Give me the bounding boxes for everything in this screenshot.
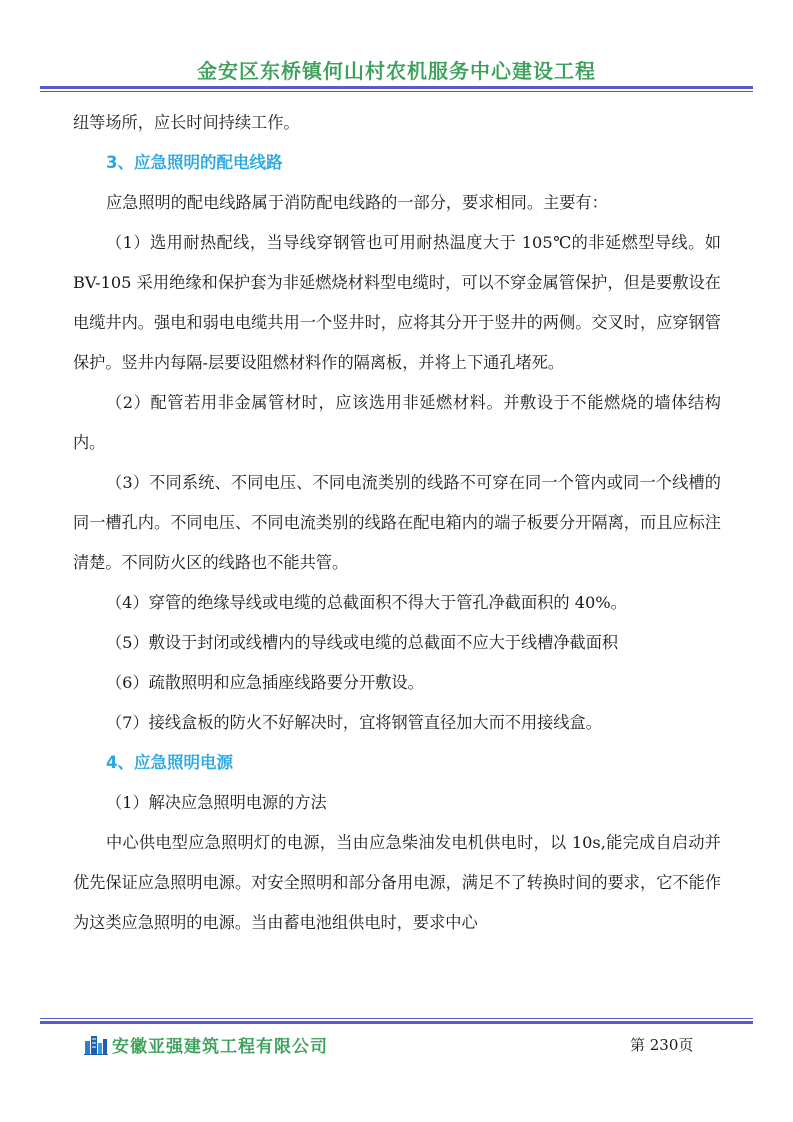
paragraph-subitem-1: （1）解决应急照明电源的方法 (106, 793, 327, 812)
page-number: 第 230页 (630, 1036, 694, 1054)
company-name: 安徽亚强建筑工程有限公司 (112, 1036, 328, 1057)
footer-rule-thin (40, 1018, 753, 1019)
footer-company (84, 1031, 328, 1057)
paragraph-power-supply: 中心供电型应急照明灯的电源，当由应急柴油发电机供电时，以 10s,能完成自启动并优先保证应急照明电源。对安全照明和部分备用电源，满足不了转换时间的要求，它不能作为这类应急照明的电源。当由蓄电池组供电时，要求中心 (73, 833, 721, 932)
paragraph-item-2: （2）配管若用非金属管材时，应该选用非延燃材料。并敷设于不能燃烧的墙体结构内。 (73, 393, 721, 452)
header-rule-thick (40, 86, 753, 89)
footer-rule-thick (40, 1021, 753, 1024)
paragraph-continuation: 纽等场所，应长时间持续工作。 (73, 113, 300, 132)
paragraph-item-1: （1）选用耐热配线，当导线穿钢管也可用耐热温度大于 105℃的非延燃型导线。如 BV-105 采用绝缘和保护套为非延燃烧材料型电缆时，可以不穿金属管保护，但是要敷设在电缆井内。强电和弱电电缆共用一个竖井时，应将其分开于竖井的两侧。交叉时，应穿钢管保护。竖井内每隔-层要设阻燃材料作的隔离板，并将上下通孔堵死。 (73, 233, 721, 372)
paragraph-intro: 应急照明的配电线路属于消防配电线路的一部分，要求相同。主要有： (106, 193, 608, 212)
paragraph-item-7: （7）接线盒板的防火不好解决时，宜将钢管直径加大而不用接线盒。 (106, 713, 602, 732)
paragraph-item-4: （4）穿管的绝缘导线或电缆的总截面积不得大于管孔净截面积的 40%。 (106, 593, 627, 612)
header-rule-thin (40, 91, 753, 92)
paragraph-item-6: （6）疏散照明和应急插座线路要分开敷设。 (106, 673, 424, 692)
section-heading-4: 4、应急照明电源 (106, 753, 233, 772)
section-heading-3: 3、应急照明的配电线路 (106, 153, 283, 172)
paragraph-item-5: （5）敷设于封闭或线槽内的导线或电缆的总截面不应大于线槽净截面积 (106, 633, 619, 652)
building-logo-icon (84, 1033, 108, 1055)
paragraph-item-3: （3）不同系统、不同电压、不同电流类别的线路不可穿在同一个管内或同一个线槽的同一槽孔内。不同电压、不同电流类别的线路在配电箱内的端子板要分开隔离，而且应标注清楚。不同防火区的线路也不能共管。 (73, 473, 721, 572)
document-body (73, 103, 721, 943)
page-header-title: 金安区东桥镇何山村农机服务中心建设工程 (197, 59, 596, 83)
